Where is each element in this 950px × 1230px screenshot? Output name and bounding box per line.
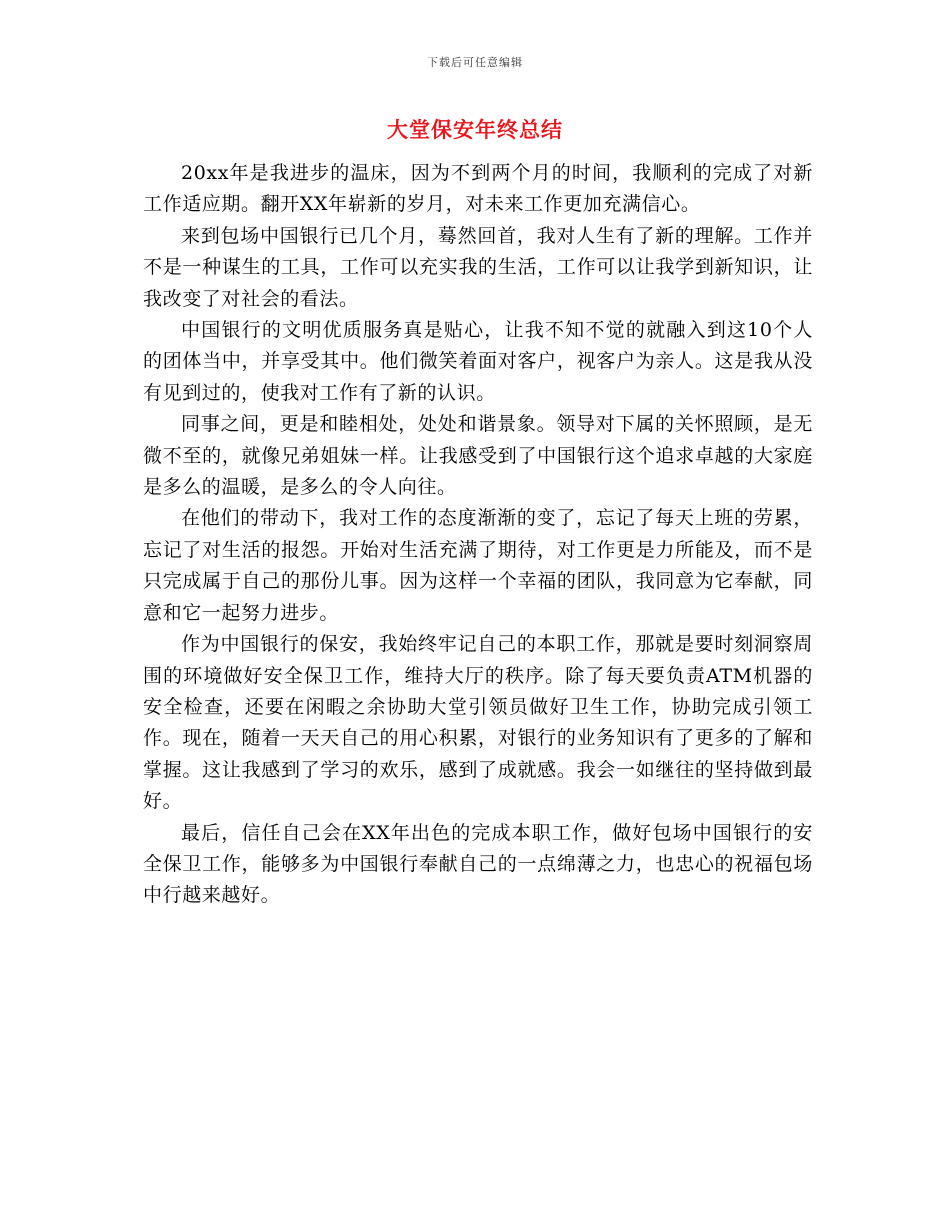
header-note: 下载后可任意编辑	[427, 56, 523, 69]
document-title: 大堂保安年终总结	[387, 118, 563, 142]
paragraph-6: 作为中国银行的保安，我始终牢记自己的本职工作，那就是要时刻洞察周围的环境做好安全保卫工作，维持大厅的秩序。除了每天要负责ATM机器的安全检查，还要在闲暇之余协助大堂引领员做好卫生工作，协助完成引领工作。现在，随着一天天自己的用心积累，对银行的业务知识有了更多的了解和掌握。这让我感到了学习的欢乐，感到了成就感。我会一如继往的坚持做到最好。	[143, 633, 813, 813]
document-body	[143, 158, 813, 912]
paragraph-3: 中国银行的文明优质服务真是贴心，让我不知不觉的就融入到这10个人的团体当中，并享受其中。他们微笑着面对客户，视客户为亲人。这是我从没有见到过的，使我对工作有了新的认识。	[143, 319, 813, 404]
paragraph-4: 同事之间，更是和睦相处，处处和谐景象。领导对下属的关怀照顾，是无微不至的，就像兄弟姐妹一样。让我感受到了中国银行这个追求卓越的大家庭是多么的温暖，是多么的令人向往。	[143, 413, 813, 499]
paragraph-5: 在他们的带动下，我对工作的态度渐渐的变了，忘记了每天上班的劳累，忘记了对生活的报怨。开始对生活充满了期待，对工作更是力所能及，而不是只完成属于自己的那份儿事。因为这样一个幸福的团队，我同意为它奉献，同意和它一起努力进步。	[143, 507, 813, 624]
paragraph-2: 来到包场中国银行已几个月，蓦然回首，我对人生有了新的理解。工作并不是一种谋生的工具，工作可以充实我的生活，工作可以让我学到新知识，让我改变了对社会的看法。	[143, 224, 813, 310]
paragraph-7: 最后，信任自己会在XX年出色的完成本职工作，做好包场中国银行的安全保卫工作，能够多为中国银行奉献自己的一点绵薄之力，也忠心的祝福包场中行越来越好。	[143, 821, 813, 907]
paragraph-1: 20xx年是我进步的温床，因为不到两个月的时间，我顺利的完成了对新工作适应期。翻开XX年崭新的岁月，对未来工作更加充满信心。	[143, 162, 813, 216]
